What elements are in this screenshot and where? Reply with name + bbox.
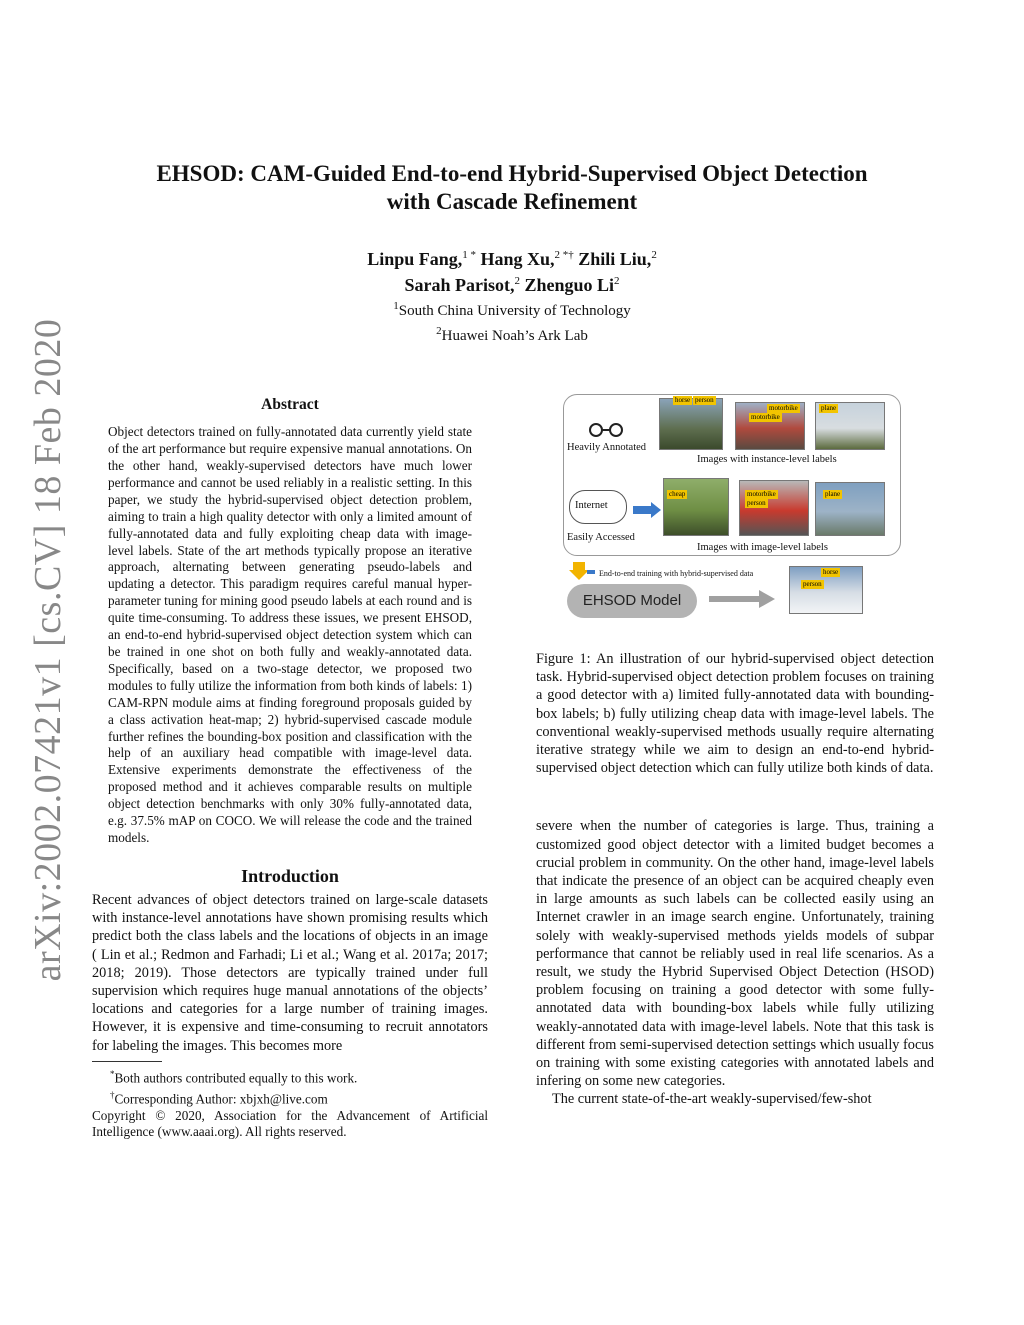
right-paragraph-1: severe when the number of categories is large. Thus, training a customized good object detector with a limited budget becomes a crucial problem in community. On the other hand, image-level labels that indicate the presence of an object can be acquired cheaply even in large amounts as such labels can be collected easily using an Internet crawler in an image search engine. Unfortunately, training solely with weakly-supervised methods yields models of subpar performance that cannot be reliably used in real life scenarios. As a result, we study the Hybrid Supervised Object Detection (HSOD) problem focusing on training a good detector with some fully-annotated data with bounding-box labels while fully utilizing weakly-annotated data with image-level labels. Note that this task is different from semi-supervised detection settings which usually focus on training with some existing categories with annotated labels and infering on some new categories.: [536, 818, 934, 1090]
caption-spacer: [536, 777, 934, 817]
introduction-text: Recent advances of object detectors trained on large-scale datasets with instance-level annotations have shown promising results which predict both the class labels and the locations of objects in an image ( Lin et al.; Redmon and Farhadi; Li et al.; Wang et al. 2017a; 2017; 2018; 2019). Those detectors are typically trained under full supervision which requires huge manual annotations of the objects’ locations and categories for a large number of training images. However, it is expensive and time-consuming to recruit annotators for labeling the images. This becomes more: [92, 892, 488, 1054]
photo-horse-person: [659, 398, 723, 450]
ehsod-model-box: EHSOD Model: [567, 584, 697, 618]
tag-motorbike-2: motorbike: [751, 413, 780, 421]
footnote-1-sup: *: [110, 1068, 115, 1079]
tag-cheap: cheap: [669, 490, 686, 498]
introduction-heading: Introduction: [241, 865, 339, 886]
arxiv-identifier: arXiv:2002.07421v1 [cs.CV] 18 Feb 2020: [27, 318, 69, 982]
author-1: Linpu Fang,: [367, 249, 463, 269]
figure-1-caption: Figure 1: An illustration of our hybrid-supervised object detection task. Hybrid-supervised object detection problem focuses on training a good detector with a) limited fully-annotated data with bounding-box labels; b) fully utilizing cheap data with image-level labels. The conventional weakly-supervised methods usually require alternating iterative strategy while we aim to design an end-to-end hybrid-supervised object detection which can fully utilize both kinds of data.: [536, 651, 934, 777]
right-column: [536, 650, 934, 1109]
instance-labels-caption: Images with instance-level labels: [697, 454, 837, 465]
author-line-2: [0, 270, 1024, 296]
affiliation-2-text: Huawei Noah’s Ark Lab: [441, 328, 588, 344]
affiliation-1: [0, 296, 1024, 321]
footnote-2-sup: †: [110, 1089, 115, 1100]
arrow-right-icon: [633, 502, 661, 518]
right-paragraph-2: The current state-of-the-art weakly-supervised/few-shot: [552, 1091, 872, 1108]
author-2: Hang Xu,: [480, 249, 555, 269]
tag-horse-2: horse: [823, 568, 839, 576]
tag-plane-2: plane: [825, 490, 841, 498]
author-5-sup: 2: [614, 275, 620, 287]
footnote-1: [92, 1066, 488, 1087]
author-3-sup: 2: [651, 249, 657, 261]
title-line-2: with Cascade Refinement: [386, 189, 638, 214]
footnote-1-text: Both authors contributed equally to this work.: [114, 1070, 358, 1086]
arxiv-stamp: [27, 318, 69, 982]
glasses-icon: [587, 422, 627, 438]
tag-person-3: person: [803, 580, 822, 588]
copyright-notice: Copyright © 2020, Association for the Advancement of Artificial Intelligence (www.aaai.org). All rights reserved.: [92, 1107, 488, 1140]
affiliation-1-sup: 1: [393, 300, 399, 312]
author-3: Zhili Liu,: [578, 249, 652, 269]
easily-accessed-label: Easily Accessed: [567, 532, 635, 543]
photo-cheap-sheep: [663, 478, 729, 536]
tag-plane: plane: [821, 404, 837, 412]
affiliation-2: [0, 321, 1024, 346]
internet-label: Internet: [575, 500, 608, 511]
affiliation-1-text: South China University of Technology: [398, 303, 631, 319]
tag-motorbike: motorbike: [769, 404, 798, 412]
abstract-heading: Abstract: [261, 396, 319, 413]
affiliation-2-sup: 2: [436, 325, 442, 337]
footnote-2-text: Corresponding Author: xbjxh@live.com: [114, 1091, 328, 1107]
title-line-1: EHSOD: CAM-Guided End-to-end Hybrid-Supervised Object Detection: [156, 161, 868, 186]
footnote-2: [92, 1087, 488, 1108]
author-5: Zhenguo Li: [524, 275, 615, 295]
author-4: Sarah Parisot,: [404, 275, 515, 295]
tag-person: person: [695, 396, 714, 404]
training-label: End-to-end training with hybrid-supervised data: [599, 569, 754, 578]
tag-horse: horse: [675, 396, 691, 404]
tag-person-2: person: [747, 499, 766, 507]
tag-motorbike-3: motorbike: [747, 490, 776, 498]
author-4-sup: 2: [514, 275, 520, 287]
heavily-annotated-label: Heavily Annotated: [567, 442, 647, 453]
author-block: [0, 244, 1024, 346]
arrow-down-icon: [569, 562, 589, 580]
left-column: [92, 396, 488, 1141]
abstract-text: Object detectors trained on fully-annotated data currently yield state of the art performance but require expensive manual annotations. On the other hand, weakly-supervised detectors have much lower performance and cannot be used reliably in a realistic setting. In this paper, we study the hybrid-supervised object detection problem, aiming to train a high quality detector with only a limited amount of fully-annotated data and fully exploiting cheap data with image-level labels. State of the art methods typically propose an iterative approach, alternating between generating pseudo-labels and updating a detector. This paradigm requires careful manual hyper-parameter tuning for mining good pseudo labels at each round and is quite time-consuming. To address these issues, we present EHSOD, an end-to-end hybrid-supervised object detection system which can be trained in one shot on both fully and weakly-annotated data. Specifically, based on a two-stage detector, we proposed two modules to fully utilize the information from both kinds of labels: 1) CAM-RPN module aims at finding foreground proposals guided by a class activation heat-map; 2) hybrid-supervised cascade module further refines the bounding-box position and classification with the help of an auxiliary head compatible with image-level data. Extensive experiments demonstrate the effectiveness of the proposed method and it achieves comparable results on multiple object detection benchmarks with only 30% fully-annotated data, e.g. 37.5% mAP on COCO. We will release the code and the trained models.: [108, 424, 472, 845]
arrow-right-gray-icon: [709, 590, 775, 608]
author-2-sup: 2 *†: [554, 249, 574, 261]
image-labels-caption: Images with image-level labels: [697, 542, 828, 553]
author-1-sup: 1 *: [462, 249, 476, 261]
author-line-1: [0, 244, 1024, 270]
photo-motorbike-rider: [739, 480, 809, 536]
legend-bar: [587, 570, 595, 574]
paper-title: [0, 160, 1024, 216]
figure-1: [563, 394, 903, 616]
